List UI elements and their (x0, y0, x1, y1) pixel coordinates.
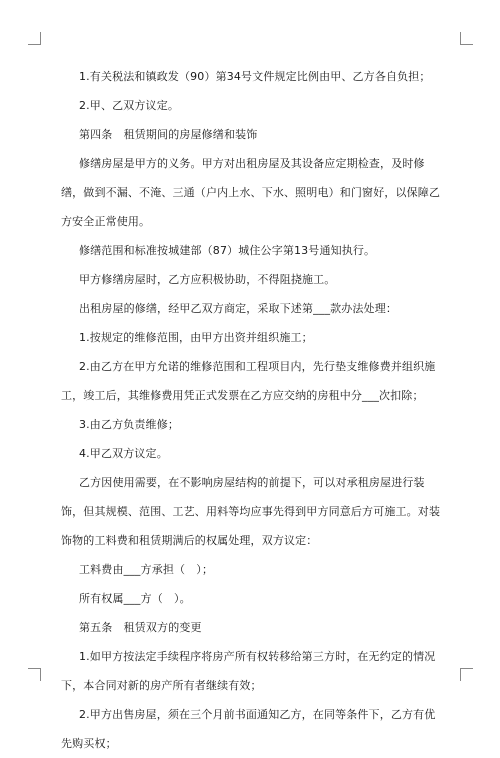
paragraph-repair-option-4: 4.甲乙双方议定。 (79, 447, 168, 460)
paragraph-tax-clause-1: 1.有关税法和镇政发（90）第34号文件规定比例由甲、乙方各自负担； (79, 70, 431, 83)
paragraph-repair-method: 出租房屋的修缮，经甲乙双方商定，采取下述第___款办法处理： (79, 302, 397, 315)
paragraph-repair-option-3: 3.由乙方负责维修； (79, 418, 179, 431)
page-corner-mark-top-left (28, 32, 41, 45)
page-corner-mark-bottom-right (460, 668, 473, 681)
paragraph-tax-clause-2: 2.甲、乙双方议定。 (79, 99, 179, 112)
article-4-heading: 第四条 租赁期间的房屋修缮和装饰 (79, 128, 258, 141)
paragraph-ownership: 所有权属___方（ ）。 (79, 592, 191, 605)
paragraph-tenant-assist: 甲方修缮房屋时，乙方应积极协助，不得阻挠施工。 (79, 273, 336, 286)
paragraph-decoration: 乙方因使用需要，在不影响房屋结构的前提下，可以对承租房屋进行装饰，但其规模、范围、工艺、用料等均应事先得到甲方同意后方可施工。对装饰物的工料费和租赁期满后的权属处理，双方议定： (61, 476, 441, 547)
article-5-heading: 第五条 租赁双方的变更 (79, 621, 202, 634)
paragraph-change-clause-1: 1.如甲方按法定手续程序将房产所有权转移给第三方时，在无约定的情况下，本合同对新的房产所有者继续有效； (61, 650, 436, 692)
page-corner-mark-top-right (460, 32, 473, 45)
paragraph-repair-scope: 修缮范围和标准按城建部（87）城住公字第13号通知执行。 (79, 244, 376, 257)
paragraph-material-cost: 工料费由___方承担（ ）； (79, 563, 214, 576)
paragraph-repair-option-1: 1.按规定的维修范围，由甲方出资并组织施工； (79, 331, 313, 344)
paragraph-repair-option-2: 2.由乙方在甲方允诺的维修范围和工程项目内，先行垫支维修费并组织施工，竣工后，其维修费用凭正式发票在乙方应交纳的房租中分___次扣除； (61, 360, 436, 402)
paragraph-change-clause-2: 2.甲方出售房屋，须在三个月前书面通知乙方，在同等条件下，乙方有优先购买权； (61, 708, 436, 750)
paragraph-repair-duty: 修缮房屋是甲方的义务。甲方对出租房屋及其设备应定期检查，及时修缮，做到不漏、不淹、三通（户内上水、下水、照明电）和门窗好，以保障乙方安全正常使用。 (61, 157, 441, 228)
page-corner-mark-bottom-left (28, 668, 41, 681)
document-body (61, 62, 445, 758)
